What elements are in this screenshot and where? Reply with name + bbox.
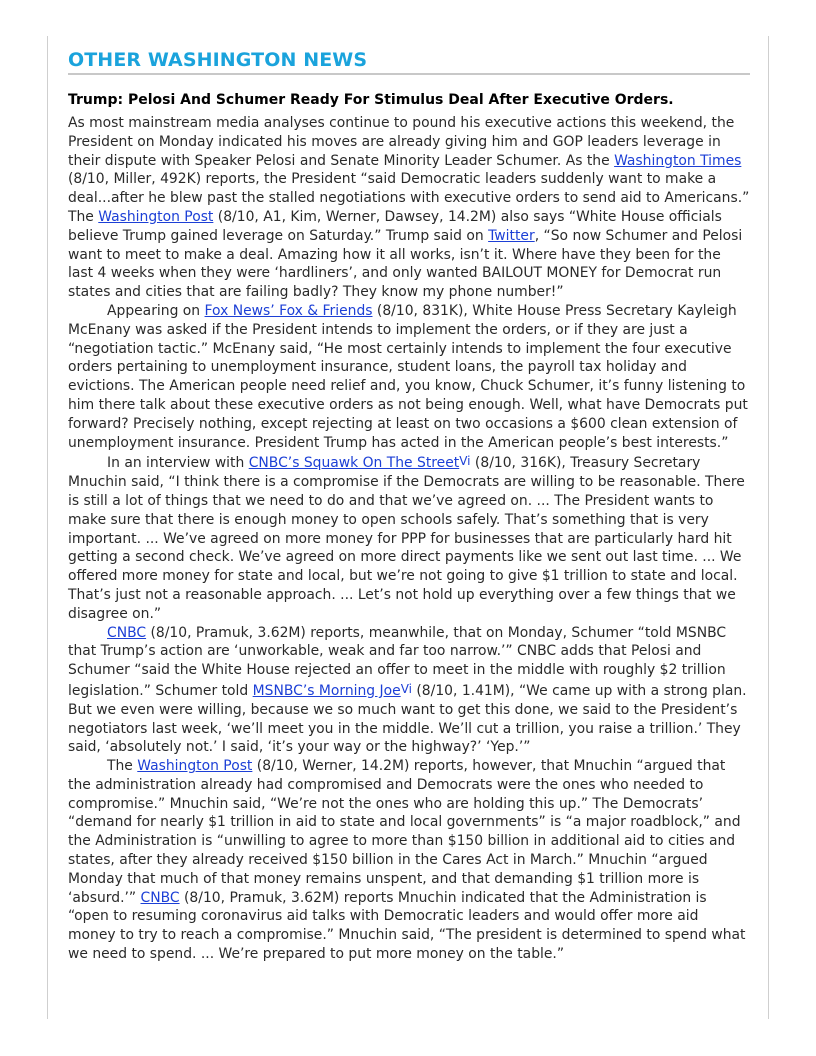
link-washington-post[interactable]: Washington Post [98, 208, 214, 225]
paragraph-2 [68, 302, 750, 452]
text-run: (8/10, Pramuk, 3.62M) reports, meanwhile, that on Monday, Schumer “told MSNBC that Trump’s action are ‘unworkable, weak and far too narrow.’” CNBC adds that Pelosi and Schumer “said the White House rejected an offer to meet in the middle with roughly $2 trillion legislation.” Schumer told [68, 624, 727, 699]
text-run: (8/10, Miller, 492K) reports, the President “said Democratic leaders suddenly want to make a deal...after he blew past the stalled negotiations with executive orders to send aid to Americans.” The [68, 171, 750, 225]
paragraph-1 [68, 114, 750, 302]
text-run: , “So now Schumer and Pelosi want to meet to make a deal. Amazing how it all works, isn’t it. Where have they been for the last 4 weeks when they were ‘hardliners’, and only wanted BAILOUT MONEY for Democrat run states and cities that are failing badly? They know my phone number!” [68, 227, 743, 301]
video-indicator[interactable]: Vi [459, 454, 471, 469]
text-run: As most mainstream media analyses continue to pound his executive actions this weekend, the President on Monday indicated his moves are already giving him and GOP leaders leverage in their dispute with Speaker Pelosi and Senate Minority Leader Schumer. As the [68, 115, 735, 169]
link-cnbc[interactable]: CNBC [140, 889, 180, 906]
link-fox-and-friends[interactable]: Fox News’ Fox & Friends [204, 302, 373, 319]
text-run: (8/10, 831K), White House Press Secretary Kayleigh McEnany was asked if the President intends to implement the orders, or if they are just a “negotiation tactic.” McEnany said, “He most certainly intends to implement the four executive orders pertaining to unemployment insurance, student loans, the payroll tax holiday and evictions. The American people need relief and, you know, Chuck Schumer, it’s funny listening to him there talk about these executive orders as not being enough. Well, what have Democrats put forward? Precisely nothing, except rejecting at least on two occasions a $600 clean extension of unemployment insurance. President Trump has acted in the American people’s best interests.” [68, 302, 748, 451]
article-body [68, 114, 750, 964]
text-run: (8/10, Werner, 14.2M) reports, however, that Mnuchin “argued that the administration already had compromised and Democrats were the ones who needed to compromise.” Mnuchin said, “We’re not the ones who are holding this up.” The Democrats’ “demand for nearly $1 trillion in aid to state and local governments” is “a major roadblock,” and the Administration is “unwilling to agree to more than $150 billion in additional aid to cities and states, after they already received $150 billion in the Cares Act in March.” Mnuchin “argued Monday that much of that money remains unspent, and that demanding $1 trillion more is ‘absurd.’” [68, 758, 741, 906]
newsletter-section [68, 48, 750, 964]
page-border-right [768, 36, 769, 1019]
text-run: Appearing on [107, 302, 205, 319]
paragraph-4 [68, 624, 750, 758]
page-border-left [47, 36, 48, 1019]
text-run: (8/10, A1, Kim, Werner, Dawsey, 14.2M) also says “White House officials believe Trump gained leverage on Saturday.” Trump said on [68, 208, 722, 244]
section-title: OTHER WASHINGTON NEWS [68, 48, 750, 75]
text-run: (8/10, 316K), Treasury Secretary Mnuchin said, “I think there is a compromise if the Democrats are willing to be reasonable. There is still a lot of things that we need to do and that we’ve agreed on. ... The President wants to make sure that there is enough money to open schools safely. That’s something that is very important. ... We’ve agreed on more money for PPP for businesses that are particularly hard hit getting a second check. We’ve agreed on more direct payments like we sent out last time. ... We offered more money for state and local, but we’re not going to give $1 trillion to state and local. That’s just not a reasonable approach. ... Let’s not hold up everything over a few things that we disagree on.” [68, 455, 745, 622]
article-headline: Trump: Pelosi And Schumer Ready For Stimulus Deal After Executive Orders. [68, 92, 674, 108]
link-washington-post[interactable]: Washington Post [137, 758, 253, 775]
text-run: In an interview with [107, 455, 249, 472]
link-msnbc-morning-joe[interactable]: MSNBC’s Morning Joe [252, 682, 401, 699]
paragraph-3 [68, 452, 750, 623]
text-run: (8/10, Pramuk, 3.62M) reports Mnuchin indicated that the Administration is “open to resuming coronavirus aid talks with Democratic leaders and would offer more aid money to try to reach a compromise.” Mnuchin said, “The president is determined to spend what we need to spend. ... We’re prepared to put more money on the table.” [68, 889, 746, 963]
link-cnbc-squawk[interactable]: CNBC’s Squawk On The Street [248, 455, 460, 472]
text-run: (8/10, 1.41M), “We came up with a strong plan. But we even were willing, because we so much want to get this done, we said to the President’s negotiators last week, ‘we’ll meet you in the middle. We’ll cut a trillion, you raise a trillion.’ They said, ‘absolutely not.’ I said, ‘it’s your way or the highway?’ ‘Yep.’” [68, 682, 747, 756]
video-indicator[interactable]: Vi [400, 681, 412, 696]
link-washington-times[interactable]: Washington Times [614, 152, 742, 169]
link-twitter[interactable]: Twitter [488, 227, 535, 244]
text-run: The [107, 758, 138, 775]
paragraph-5 [68, 757, 750, 964]
link-cnbc[interactable]: CNBC [107, 624, 147, 641]
